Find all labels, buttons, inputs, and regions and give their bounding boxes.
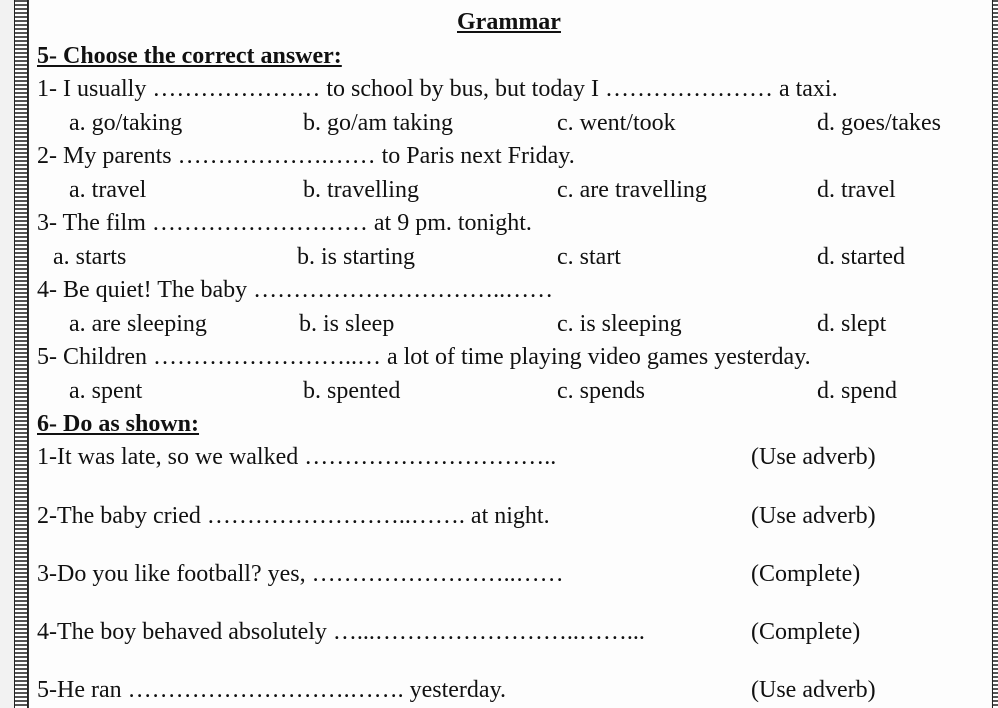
left-page-border — [14, 0, 28, 708]
page-title: Grammar — [457, 9, 561, 35]
question-4: 4- Be quiet! The baby …………………………..…… — [37, 277, 554, 303]
do-as-shown-hint-1: (Use adverb) — [751, 444, 876, 470]
do-as-shown-hint-2: (Use adverb) — [751, 503, 876, 529]
do-as-shown-hint-5: (Use adverb) — [751, 677, 876, 703]
section-5-heading: 5- Choose the correct answer: — [37, 43, 342, 69]
worksheet-page — [28, 0, 991, 708]
q1-option-c: c. went/took — [557, 110, 676, 136]
question-2: 2- My parents ……………….…… to Paris next Friday. — [37, 143, 575, 169]
q2-option-b: b. travelling — [303, 177, 419, 203]
question-5: 5- Children ……………………..… a lot of time playing video games yesterday. — [37, 344, 811, 370]
q2-option-d: d. travel — [817, 177, 896, 203]
q3-option-c: c. start — [557, 244, 621, 270]
q3-option-a: a. starts — [53, 244, 127, 270]
q5-option-b: b. spented — [303, 378, 401, 404]
question-1: 1- I usually ………………… to school by bus, but today I ………………… a taxi. — [37, 76, 838, 102]
do-as-shown-hint-3: (Complete) — [751, 561, 861, 587]
do-as-shown-item-4: 4-The boy behaved absolutely …...……………………..……... — [37, 619, 645, 645]
do-as-shown-hint-4: (Complete) — [751, 619, 861, 645]
q2-option-c: c. are travelling — [557, 177, 707, 203]
do-as-shown-item-5: 5-He ran ……………………….……. yesterday. — [37, 677, 507, 703]
q4-option-d: d. slept — [817, 311, 887, 337]
right-page-border — [992, 0, 998, 708]
q5-option-c: c. spends — [557, 378, 645, 404]
q1-option-a: a. go/taking — [69, 110, 183, 136]
q5-option-d: d. spend — [817, 378, 897, 404]
do-as-shown-item-2: 2-The baby cried ……………………..……. at night. — [37, 503, 550, 529]
q4-option-a: a. are sleeping — [69, 311, 207, 337]
do-as-shown-item-1: 1-It was late, so we walked ………………………….. — [37, 444, 557, 470]
q5-option-a: a. spent — [69, 378, 143, 404]
q2-option-a: a. travel — [69, 177, 147, 203]
q4-option-c: c. is sleeping — [557, 311, 682, 337]
q1-option-b: b. go/am taking — [303, 110, 453, 136]
do-as-shown-item-3: 3-Do you like football? yes, ……………………..…… — [37, 561, 564, 587]
q3-option-d: d. started — [817, 244, 905, 270]
section-6-heading: 6- Do as shown: — [37, 411, 200, 437]
q1-option-d: d. goes/takes — [817, 110, 941, 136]
question-3: 3- The film ……………………… at 9 pm. tonight. — [37, 210, 532, 236]
q4-option-b: b. is sleep — [299, 311, 395, 337]
q3-option-b: b. is starting — [297, 244, 415, 270]
